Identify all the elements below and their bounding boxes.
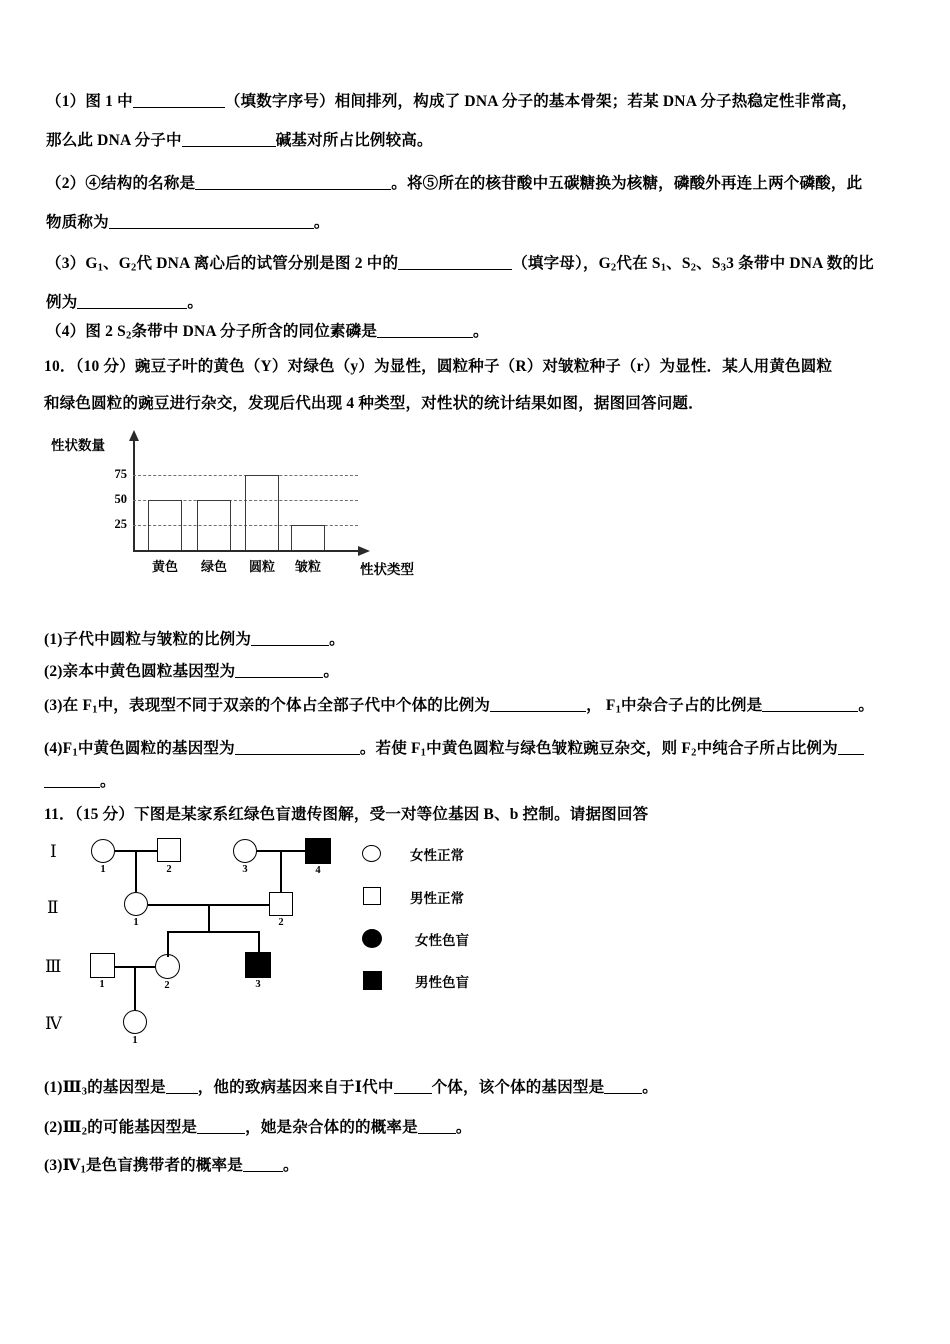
- q11-s3-text-a: (3)Ⅳ: [44, 1157, 81, 1174]
- descent-line-I-to-II1: [135, 850, 137, 892]
- individual-IV-1-female-normal: [123, 1010, 147, 1034]
- chart-xlabel: 性状类型: [360, 562, 414, 577]
- q11-sub3: [44, 1156, 299, 1180]
- ytick-label-25: 25: [114, 517, 127, 531]
- generation-label-III: Ⅲ: [45, 957, 62, 976]
- q9-part2-line1: [46, 174, 862, 193]
- chart-y-axis: [133, 438, 135, 551]
- q9-p2-text-d: 。: [313, 214, 330, 231]
- q9-p1-text-d: 碱基对所占比例较高。: [275, 132, 433, 149]
- answer-blank[interactable]: [182, 133, 276, 147]
- q11-s1-text-c: ，他的致病基因来自于Ⅰ代中: [197, 1079, 394, 1096]
- generation-label-I: Ⅰ: [50, 842, 57, 861]
- q9-p3-text-d: （填字母），G: [512, 255, 611, 272]
- trait-count-bar-chart: [45, 428, 465, 588]
- filled-circle-icon: [362, 929, 382, 948]
- chart-ylabel: 性状数量: [51, 438, 105, 453]
- q9-p4-text-c: 。: [473, 323, 489, 340]
- answer-blank[interactable]: [44, 774, 100, 788]
- x-axis-arrow-icon: [358, 545, 370, 557]
- q9-part4-line: [46, 322, 489, 346]
- y-axis-arrow-icon: [128, 430, 140, 442]
- q10-stem-line1: 10．（10 分）豌豆子叶的黄色（Y）对绿色（y）为显性，圆粒种子（R）对皱粒种子（r）为显性．某人用黄色圆粒: [44, 358, 833, 375]
- individual-III-3-male-affected: [245, 952, 271, 978]
- individual-index: 3: [242, 864, 248, 875]
- q10-s3-text-e: 。: [858, 697, 875, 714]
- q9-p3-text-g: 、S: [696, 255, 721, 272]
- q11-s1-text-b: 的基因型是: [87, 1079, 166, 1096]
- q10-s2-text-a: (2)亲本中黄色圆粒基因型为: [44, 663, 236, 680]
- answer-blank[interactable]: [197, 1120, 245, 1134]
- sub-3: 2: [610, 262, 617, 274]
- sub-4: 1: [660, 262, 667, 274]
- sub-1: 1: [97, 262, 104, 274]
- q9-p3-text-i: 例为: [46, 294, 78, 311]
- category-label-1: 绿色: [200, 559, 227, 574]
- bar-lvse: [197, 500, 231, 550]
- individual-III-2-female-normal: [155, 954, 180, 979]
- legend-label: 男性正常: [410, 891, 464, 906]
- q9-part1-line2: [46, 131, 433, 150]
- answer-blank[interactable]: [243, 1158, 283, 1172]
- q9-p1-text-a: （1）图 1 中: [46, 93, 133, 110]
- generation-label-II: Ⅱ: [47, 898, 59, 917]
- individual-I-3-female-normal: [233, 839, 257, 863]
- ytick-label-75: 75: [114, 467, 127, 481]
- q10-s3-text-c: ， F: [586, 697, 616, 714]
- q9-p2-text-c: 物质称为: [46, 214, 109, 231]
- sub-1: 1: [92, 704, 98, 716]
- sub-2: 2: [131, 262, 137, 274]
- sub-2: 2: [81, 1126, 88, 1138]
- sub-3: 3: [81, 1086, 88, 1098]
- q9-p1-text-b: （填数字序号）相间排列，构成了 DNA 分子的基本骨架；若某 DNA 分子热稳定性非常高，: [224, 93, 858, 110]
- answer-blank[interactable]: [377, 324, 473, 338]
- q9-p3-text-a: （3）G: [46, 255, 98, 272]
- sub-2: 2: [125, 330, 132, 342]
- chart-x-axis: [133, 550, 363, 552]
- individual-II-1-female-normal: [124, 892, 148, 916]
- q11-s1-text-a: (1)Ⅲ: [44, 1079, 82, 1096]
- sub-1: 1: [615, 704, 622, 716]
- q9-part3-line1: [46, 254, 874, 278]
- individual-index: 2: [164, 980, 170, 991]
- legend-label: 男性色盲: [415, 975, 469, 990]
- descent-line-III-to-IV1: [134, 966, 136, 1010]
- answer-blank[interactable]: [77, 295, 187, 309]
- individual-index: 2: [278, 917, 284, 928]
- q9-part1-line1: [46, 92, 857, 111]
- individual-index: 1: [99, 979, 105, 990]
- q11-stem: 11．（15 分）下图是某家系红绿色盲遗传图解，受一对等位基因 B、b 控制。请据图回答: [44, 806, 649, 823]
- bar-yuanli: [245, 475, 279, 550]
- q9-p1-text-c: 那么此 DNA 分子中: [46, 132, 182, 149]
- q10-s4-text-d: 中黄色圆粒与绿色皱粒豌豆杂交，则 F: [426, 740, 692, 757]
- q10-s3-text-a: (3)在 F: [44, 697, 93, 714]
- q10-s4-text-f: 。: [100, 773, 116, 790]
- q11-s2-text-a: (2)Ⅲ: [44, 1119, 82, 1136]
- q11-sub1: [44, 1078, 658, 1102]
- q10-s1-text-a: (1)子代中圆粒与皱粒的比例为: [44, 631, 252, 648]
- sub-2: 2: [691, 747, 697, 759]
- individual-index: 1: [132, 1035, 138, 1046]
- answer-blank[interactable]: [418, 1120, 456, 1134]
- q10-sub4-line2: [44, 772, 116, 791]
- q10-s3-text-d: 中杂合子占的比例是: [621, 697, 763, 714]
- q9-part2-line2: [46, 213, 330, 232]
- q11-s2-text-b: 的可能基因型是: [87, 1119, 198, 1136]
- q11-s1-text-e: 。: [642, 1079, 658, 1096]
- generation-label-IV: Ⅳ: [45, 1014, 62, 1033]
- answer-blank[interactable]: [838, 741, 864, 755]
- individual-index: 3: [255, 979, 261, 990]
- q10-s4-text-b: 中黄色圆粒的基因型为: [77, 740, 235, 757]
- legend-label: 女性正常: [410, 848, 464, 863]
- q10-sub1: [44, 630, 345, 649]
- category-label-2: 圆粒: [248, 559, 275, 574]
- individual-I-2-male-normal: [157, 838, 181, 862]
- sub-1: 1: [80, 1164, 86, 1176]
- q9-p3-text-j: 。: [187, 294, 204, 311]
- q11-s2-text-c: ，她是杂合体的的概率是: [245, 1119, 418, 1136]
- sub-6: 3: [720, 262, 727, 274]
- pedigree-legend: [362, 838, 522, 998]
- q10-sub4-line1: [44, 739, 864, 763]
- individual-index: 1: [133, 917, 139, 928]
- answer-blank[interactable]: [251, 632, 329, 646]
- q9-p2-text-a: （2）④结构的名称是: [46, 175, 196, 192]
- category-label-0: 黄色: [151, 559, 178, 574]
- q10-stem-line2: 和绿色圆粒的豌豆进行杂交，发现后代出现 4 种类型，对性状的统计结果如图，据图回答问题．: [44, 395, 704, 412]
- q9-p3-text-c: 代 DNA 离心后的试管分别是图 2 中的: [136, 255, 399, 272]
- answer-blank[interactable]: [398, 256, 512, 270]
- individual-index: 2: [166, 864, 172, 875]
- answer-blank[interactable]: [133, 94, 225, 108]
- q11-s1-text-d: 个体，该个体的基因型是: [431, 1079, 605, 1096]
- ytick-label-50: 50: [114, 492, 127, 506]
- q10-s2-text-b: 。: [323, 663, 340, 680]
- sibship-drop-III3: [258, 931, 260, 953]
- q10-s1-text-b: 。: [329, 631, 345, 648]
- bar-huangse: [148, 500, 182, 550]
- individual-I-4-male-affected: [305, 838, 331, 864]
- answer-blank[interactable]: [195, 176, 391, 190]
- answer-blank[interactable]: [109, 215, 314, 229]
- filled-square-icon: [363, 971, 382, 990]
- answer-blank[interactable]: [235, 664, 323, 678]
- q10-sub2: [44, 662, 339, 681]
- sub-1: 1: [72, 747, 78, 759]
- q9-p3-text-h: 3 条带中 DNA 数的比: [726, 255, 874, 272]
- descent-line-I-to-II2: [280, 850, 282, 892]
- q11-s3-text-c: 。: [282, 1157, 299, 1174]
- legend-label: 女性色盲: [415, 933, 469, 948]
- q10-sub3: [44, 696, 874, 720]
- q9-p4-text-b: 条带中 DNA 分子所含的同位素磷是: [131, 323, 378, 340]
- sub-5: 2: [690, 262, 697, 274]
- individual-index: 1: [100, 864, 106, 875]
- open-square-icon: [363, 887, 381, 905]
- sub-1: 1: [420, 747, 427, 759]
- individual-I-1-female-normal: [91, 839, 115, 863]
- q9-p3-text-f: 、S: [666, 255, 691, 272]
- q9-p2-text-b: 。将⑤所在的核苷酸中五碳糖换为核糖，磷酸外再连上两个磷酸，此: [391, 175, 863, 192]
- answer-blank[interactable]: [394, 1080, 432, 1094]
- individual-index: 4: [315, 865, 321, 876]
- sibship-line-III: [167, 931, 259, 933]
- bar-zhouli: [291, 525, 325, 550]
- q9-part3-line2: [46, 293, 203, 312]
- answer-blank[interactable]: [490, 698, 586, 712]
- q9-p4-text-a: （4）图 2 S: [46, 323, 126, 340]
- category-label-3: 皱粒: [294, 559, 321, 574]
- q11-s2-text-d: 。: [455, 1119, 472, 1136]
- q10-s4-text-c: 。若使 F: [359, 740, 421, 757]
- answer-blank[interactable]: [762, 698, 858, 712]
- q9-p3-text-b: 、G: [103, 255, 132, 272]
- q11-s3-text-b: 是色盲携带者的概率是: [85, 1157, 243, 1174]
- q11-sub2: [44, 1118, 472, 1142]
- q9-p3-text-e: 代在 S: [616, 255, 661, 272]
- open-circle-icon: [362, 845, 381, 862]
- individual-II-2-male-normal: [269, 892, 293, 916]
- individual-III-1-male-normal: [90, 953, 115, 978]
- q10-s4-text-a: (4)F: [44, 740, 73, 757]
- q10-s3-text-b: 中，表现型不同于双亲的个体占全部子代中个体的比例为: [97, 697, 491, 714]
- answer-blank[interactable]: [235, 741, 360, 755]
- answer-blank[interactable]: [166, 1080, 198, 1094]
- descent-line-II-to-sibship: [208, 904, 210, 932]
- q10-s4-text-e: 中纯合子所占比例为: [696, 740, 838, 757]
- answer-blank[interactable]: [604, 1080, 642, 1094]
